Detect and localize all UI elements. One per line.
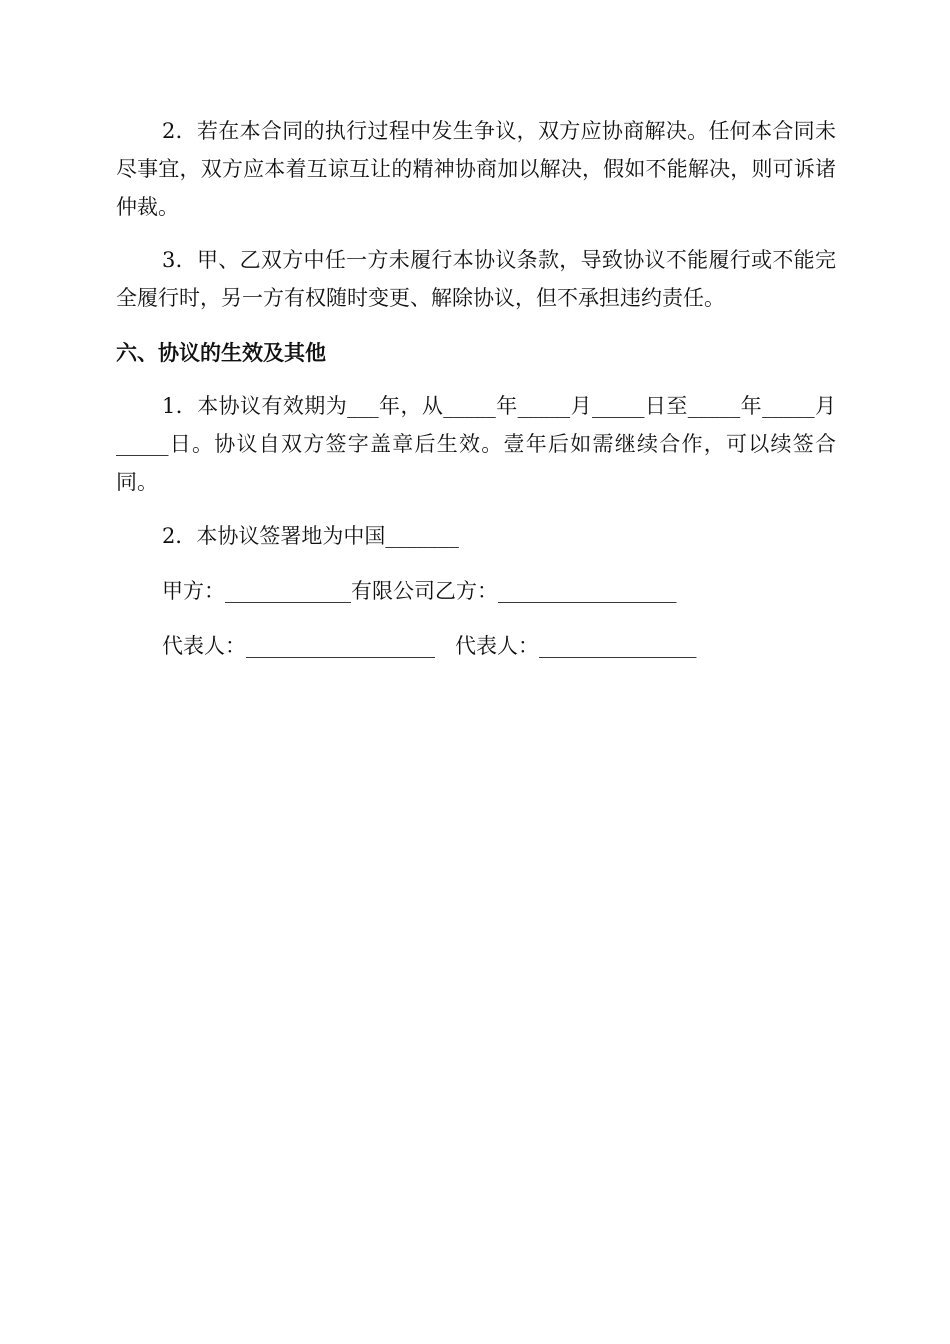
signature-parties-line: 甲方：____________有限公司乙方：_________________ [162,579,677,603]
section-6-clause-2-signing-place: 2．本协议签署地为中国_______ [162,524,459,548]
signature-representatives-line: 代表人：__________________ 代表人：_______________ [162,634,697,658]
section-heading-effectiveness: 六、协议的生效及其他 [116,341,326,365]
clause-3-breach: 3．甲、乙双方中任一方未履行本协议条款，导致协议不能履行或不能完全履行时，另一方有权随时变更、解除协议，但不承担违约责任。 [116,248,836,310]
clause-2-dispute-resolution: 2．若在本合同的执行过程中发生争议，双方应协商解决。任何本合同未尽事宜，双方应本着互谅互让的精神协商加以解决，假如不能解决，则可诉诸仲裁。 [116,119,836,219]
section-6-clause-1-term: 1．本协议有效期为___年，从_____年_____月_____日至_____年_____月_____日。协议自双方签字盖章后生效。壹年后如需继续合作，可以续签合同。 [116,394,836,494]
